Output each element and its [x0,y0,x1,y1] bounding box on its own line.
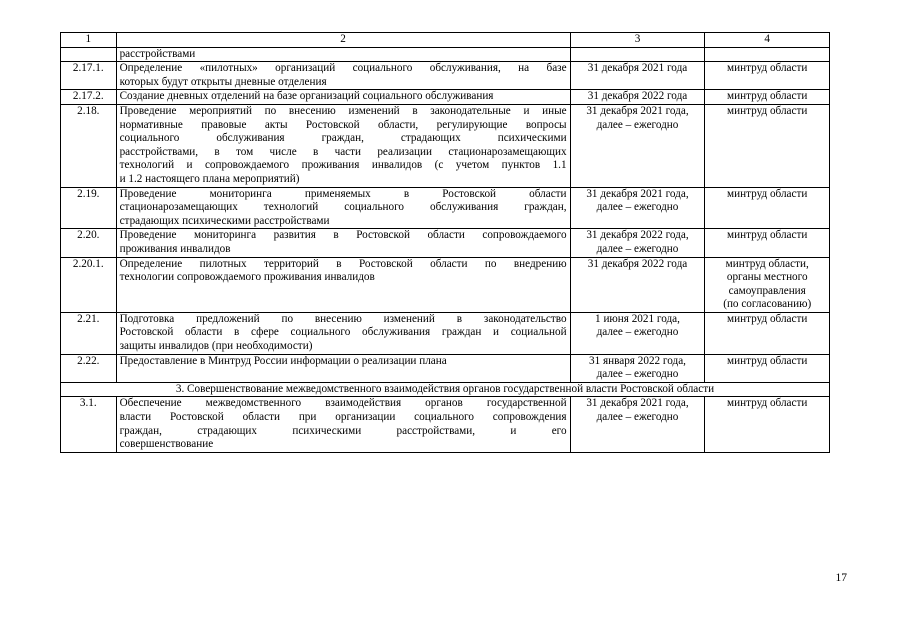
item-number: 3.1. [61,397,117,452]
item-description-line: Проведение мониторинга развития в Ростовской области сопровождаемого [119,229,567,242]
item-description-line: технологии сопровождаемого проживания инвалидов [119,271,375,284]
table-row [61,397,830,452]
item-deadline-line: 31 декабря 2022 года, [586,229,689,242]
column-number-1: 1 [61,33,117,48]
item-number: 2.17.1. [61,62,117,90]
page-number: 17 [835,572,847,584]
item-description-line: социального обслуживания граждан, страдающих психическими [119,132,567,145]
item-deadline [570,312,705,354]
table-row [61,90,830,105]
item-description-line: проживания инвалидов [119,242,231,255]
item-description-line: защиты инвалидов (при необходимости) [119,340,313,353]
table-row [61,354,830,382]
table-row [61,257,830,312]
item-responsible [705,90,830,105]
item-description-line: расстройствами [119,47,196,60]
item-responsible-line: самоуправления [728,284,806,297]
item-deadline-line: 31 декабря 2022 года [587,90,688,103]
item-description [116,257,570,312]
item-description [116,397,570,452]
table-header-row [61,33,830,48]
item-description [116,47,570,62]
item-description-line: совершенствование [119,438,214,451]
item-responsible-line: минтруд области [727,62,808,75]
item-responsible-line: минтруд области [727,397,808,410]
item-number: 2.22. [61,354,117,382]
item-deadline [570,397,705,452]
item-responsible-line: минтруд области [727,104,808,117]
item-deadline [570,354,705,382]
item-deadline-line: далее – ежегодно [596,118,679,131]
plan-table [60,32,830,453]
item-number: 2.19. [61,187,117,229]
item-deadline-line: далее – ежегодно [596,201,679,214]
item-responsible-line: (по согласованию) [723,298,812,311]
item-deadline-line: 31 декабря 2021 года, [586,104,689,117]
item-responsible-line: минтруд области [727,187,808,200]
column-number-4: 4 [705,33,830,48]
item-description-line: и 1.2 настоящего плана мероприятий) [119,172,300,185]
section-title: 3. Совершенствование межведомственного взаимодействия органов государственной власти Ростовской области [61,382,830,397]
item-description-line: стационарозамещающих технологий социального обслуживания граждан, [119,201,567,214]
item-number: 2.17.2. [61,90,117,105]
item-description-line: Обеспечение межведомственного взаимодействия органов государственной [119,397,567,410]
item-responsible-line: минтруд области, [725,257,809,270]
item-description-line: Предоставление в Минтруд России информации о реализации плана [119,354,447,367]
item-description [116,354,570,382]
item-responsible [705,187,830,229]
item-description-line: Определение пилотных территорий в Ростовской области по внедрению [119,257,567,270]
item-deadline [570,47,705,62]
item-deadline-line: далее – ежегодно [596,242,679,255]
item-number: 2.18. [61,104,117,187]
item-responsible [705,62,830,90]
table-row [61,47,830,62]
section-heading-row [61,382,830,397]
item-deadline-line: далее – ежегодно [596,368,679,381]
table-row [61,62,830,90]
item-deadline-line: 31 декабря 2021 года [587,62,688,75]
item-responsible [705,257,830,312]
item-responsible-line: минтруд области [727,312,808,325]
table-row [61,187,830,229]
item-responsible [705,354,830,382]
item-responsible-line: органы местного [726,271,808,284]
item-deadline-line: 1 июня 2021 года, [595,312,680,325]
item-number: 2.20.1. [61,257,117,312]
item-responsible-line: минтруд области [727,90,808,103]
item-deadline [570,62,705,90]
item-deadline [570,229,705,257]
item-deadline [570,104,705,187]
item-description-line: власти Ростовской области при организации социального сопровождения [119,411,567,424]
item-number: 2.20. [61,229,117,257]
plan-table-body [61,33,830,453]
item-number: 2.21. [61,312,117,354]
item-description-line: граждан, страдающих психическими расстройствами, и его [119,424,567,437]
item-responsible [705,312,830,354]
column-number-3: 3 [570,33,705,48]
table-row [61,104,830,187]
item-description [116,312,570,354]
item-deadline [570,90,705,105]
item-description [116,90,570,105]
item-description-line: которых будут открыты дневные отделения [119,75,327,88]
item-description-line: расстройствами, в том числе в части реализации стационарозамещающих [119,145,567,158]
item-description [116,62,570,90]
item-description-line: Ростовской области в сфере социального обслуживания граждан и социальной [119,326,567,339]
item-deadline [570,187,705,229]
item-responsible [705,47,830,62]
column-number-2: 2 [116,33,570,48]
item-description-line: страдающих психическими расстройствами [119,214,330,227]
item-deadline-line: 31 января 2022 года, [589,354,686,367]
item-responsible [705,397,830,452]
item-responsible [705,229,830,257]
item-description-line: Проведение мероприятий по внесению изменений в законодательные и иные [119,104,567,117]
item-description-line: Подготовка предложений по внесению изменений в законодательство [119,312,567,325]
item-description-line: Проведение мониторинга применяемых в Ростовской области [119,187,567,200]
table-row [61,229,830,257]
item-deadline-line: 31 декабря 2021 года, [586,187,689,200]
item-description-line: Создание дневных отделений на базе организаций социального обслуживания [119,90,494,103]
item-description-line: нормативные правовые акты Ростовской области, регулирующие вопросы [119,118,567,131]
item-deadline-line: 31 декабря 2022 года [587,257,688,270]
item-deadline-line: далее – ежегодно [596,411,679,424]
item-number [61,47,117,62]
item-deadline-line: 31 декабря 2021 года, [586,397,689,410]
item-responsible [705,104,830,187]
table-row [61,312,830,354]
item-description-line: Определение «пилотных» организаций социального обслуживания, на базе [119,62,567,75]
item-description-line: технологий и сопровождаемого проживания инвалидов (с учетом пунктов 1.1 [119,159,567,172]
item-description [116,104,570,187]
item-deadline [570,257,705,312]
item-deadline-line: далее – ежегодно [596,326,679,339]
item-responsible-line: минтруд области [727,229,808,242]
item-responsible-line: минтруд области [727,354,808,367]
item-description [116,187,570,229]
item-description [116,229,570,257]
